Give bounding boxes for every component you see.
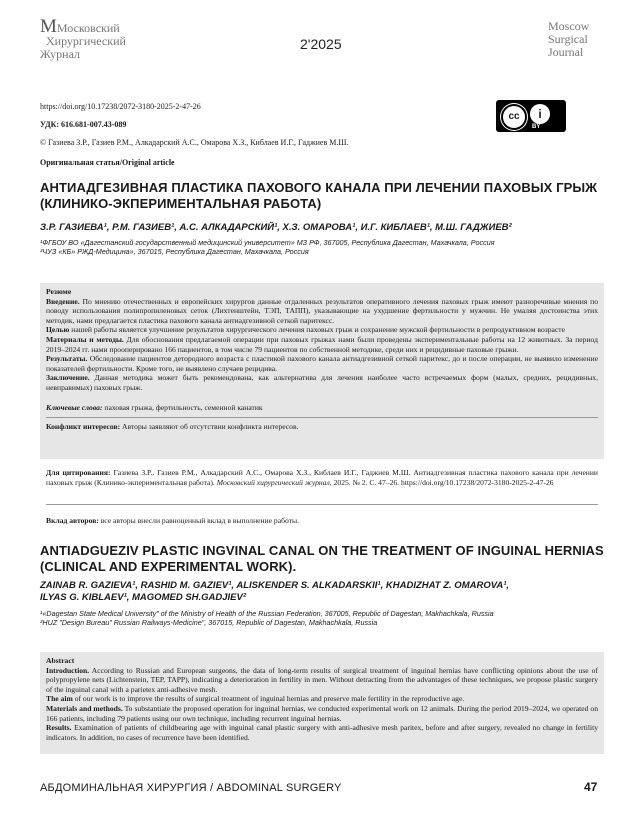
divider	[46, 417, 598, 418]
abstract-methods-en: Materials and methods. To substantiate the proposed operation for inguinal hernias, we conducted experimental work on 12 animals. During the period 2019–2024, we operated on 166 patients, including 79 patients using our own technique, including recurrent inguinal hernias.	[46, 703, 598, 723]
article-title-ru: АНТИАДГЕЗИВНАЯ ПЛАСТИКА ПАХОВОГО КАНАЛА ПРИ ЛЕЧЕНИИ ПАХОВЫХ ГРЫЖ (КЛИНИКО-ЭКПЕРИМЕНТАЛЬНАЯ РАБОТА)	[40, 180, 598, 211]
section-footer: АБДОМИНАЛЬНАЯ ХИРУРГИЯ / ABDOMINAL SURGERY	[40, 782, 342, 794]
issue-number: 2'2025	[300, 36, 342, 52]
citation-block: Для цитирования: Газиева З.Р., Газиев Р.М., Алкадарский А.С., Омарова Х.З., Киблаев И.Г., Гаджиев М.Ш. Антиадгезивная пластика пахового канала при лечении паховых грыж (Клинико-экпериментальная работа). Московский хирургический журнал, 2025. № 2. С. 47–26. https://doi.org/10.17238/2072-3180-2025-2-47-26	[46, 468, 598, 487]
abstract-intro-en: Introduction. According to Russian and European surgeons, the data of long-term results of surgical treatment of inguinal hernias have conflicting opinions about the use of polypropylene nets (Lichtenstein, TEP, TAPP), indicating a deterioration in fertility in men. Without detracting from the advantages of these techniques, we propose plastic surgery of the inguinal canal with a parietex anti-adhesive mesh.	[46, 665, 598, 694]
article-title-en: ANTIADGUEZIV PLASTIC INGVINAL CANAL ON THE TREATMENT OF INGUINAL HERNIAS (CLINICAL AND EXPERIMENTAL WORK).	[40, 543, 604, 574]
person-icon: i	[530, 104, 550, 124]
journal-header	[0, 0, 644, 72]
cc-icon: cc	[501, 104, 527, 130]
affiliations-ru: ¹ФГБОУ ВО «Дагестанский государственный медицинский университет» МЗ РФ, 367005, Республика Дагестан, Махачкала, Россия ²ЧУЗ «КБ» РЖД-Медицина», 367015, Республика Дагестан, Махачкала, Россия	[40, 238, 495, 256]
doi-link[interactable]: https://doi.org/10.17238/2072-3180-2025-2-47-26	[40, 102, 201, 111]
abstract-box-ru	[40, 283, 604, 459]
copyright-line: © Газиева З.Р., Газиев Р.М., Алкадарский А.С., Омарова Х.З., Киблаев И.Г., Гаджиев М.Ш.	[40, 138, 349, 147]
abstract-heading-ru: Резюме	[46, 287, 72, 296]
conflict-statement: Конфликт интересов: Авторы заявляют об отсутствии конфликта интересов.	[46, 422, 299, 432]
abstract-intro-ru: Введение. По мнению отечественных и европейских хирургов данные отдаленных результатов оперативного лечения паховых грыж имеют разноречивые мнения по поводу использования полипропиленовых сеток (Лихтенштейн, ТЭП, ТАПП), указывающие на ухудшение фертильности у мужчин. Не умаляя достоинства этих методик, нами предлагается пластика пахового канала антиадгезивной сеткой паритексс.	[46, 296, 598, 325]
abstract-methods-ru: Материалы и методы. Для обоснования предлагаемой операции при паховых грыжах нами были проведены экспериментальные работы на 12 животных. За период 2019–2024 гг. нами прооперировано 166 пациентов, в том числе 79 пациентов по собственной методике, среди них и рецидивные паховые грыжи.	[46, 334, 598, 354]
journal-logo-en: Moscow Surgical Journal	[548, 19, 590, 59]
affiliations-en: ¹«Dagestan State Medical University" of the Ministry of Health of the Russian Federation, 367005, Republic of Dagestan, Makhachkala, Russia ²HUZ "Design Bureau" Russian Railways-Medicine", 367015, Republic of Dagestan, Makhachkala, Russia	[40, 609, 494, 627]
keywords-ru: Ключевые слова: паховая грыжа, фертильность, семенной канатик	[46, 402, 263, 412]
abstract-aim-en: The aim of our work is to improve the results of surgical treatment of inguinal hernias and preserve male fertility in the reproductive age.	[46, 694, 465, 704]
article-type: Оригинальная статья/Original article	[40, 158, 175, 167]
abstract-box-en	[40, 652, 604, 754]
abstract-heading-en: Abstract	[46, 656, 75, 665]
abstract-results-en: Results. Examination of patients of childbearing age with inguinal canal plastic surgery with anti-adhesive mesh paritex, before and after surgery, revealed no change in fertility indicators. In addition, no cases of recurrence have been identified.	[46, 723, 598, 742]
authors-ru: З.Р. ГАЗИЕВА¹, Р.М. ГАЗИЕВ¹, А.С. АЛКАДАРСКИЙ¹, Х.З. ОМАРОВА¹, И.Г. КИБЛАЕВ¹, М.Ш. ГАДЖИЕВ²	[40, 222, 512, 233]
abstract-aim-ru: Целью нашей работы является улучшение результатов хирургического лечения паховых грыж и сохранение мужской фертильности в репродуктивном возрасте	[46, 325, 565, 335]
divider	[46, 504, 598, 505]
page-number: 47	[584, 780, 598, 794]
cc-license-badge[interactable]	[496, 100, 566, 132]
journal-logo-ru: ММосковский Хирургический Журнал	[40, 16, 126, 61]
author-contribution: Вклад авторов: все авторы внесли равноценный вклад в выполнение работы.	[46, 516, 299, 525]
udk-code: УДК: 616.681-007.43-089	[40, 120, 127, 129]
abstract-results-ru: Результаты. Обследование пациентов детородного возраста с пластикой пахового канала антиадгезивной сеткой паритекс, до и после операции, не выявило изменение показателей фертильности. Кроме того, не выявлено случаев рецидива.	[46, 354, 598, 373]
authors-en: ZAINAB R. GAZIEVA¹, RASHID M. GAZIEV¹, ALISKENDER S. ALKADARSKII¹, KHADIZHAT Z. OMAROVA¹, ILYAS G. KIBLAEV¹, MAGOMED SH.GADJIEV²	[40, 580, 510, 603]
abstract-conclusion-ru: Заключение. Данная методика может быть рекомендована, как альтернатива для лечения наиболее часто встречаемых форм (малых, средних, рецидивных, невправимых) паховых грыж.	[46, 373, 598, 392]
by-label: BY	[532, 124, 541, 130]
